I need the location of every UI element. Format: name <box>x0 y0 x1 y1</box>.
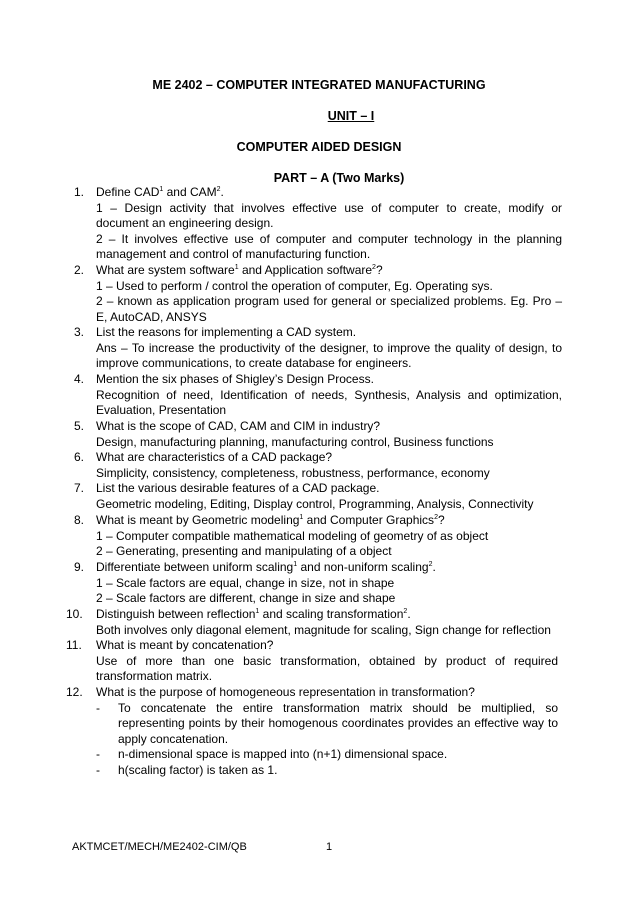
question-item <box>74 372 562 419</box>
bullet-text: n-dimensional space is mapped into (n+1) dimensional space. <box>118 747 448 762</box>
answer-line: 1 – Design activity that involves effective use of computer to create, modify or document an engineering design. <box>96 200 562 231</box>
answer-line: 2 – It involves effective use of computer and computer technology in the planning management and control of manufacturing function. <box>96 231 562 262</box>
question-text-part: List the reasons for implementing a CAD system. <box>96 325 357 339</box>
question-text-part: Mention the six phases of Shigley’s Design Process. <box>96 372 374 386</box>
question-item <box>74 513 562 560</box>
question-text <box>96 513 562 529</box>
question-text <box>96 325 562 341</box>
superscript-index: 2 <box>216 186 221 193</box>
question-text-part: What is meant by Geometric modeling <box>96 513 300 527</box>
question-text-part: . <box>220 185 224 199</box>
question-item <box>74 419 562 450</box>
question-text-part: What is meant by concatenation? <box>96 638 274 652</box>
question-text-part: What are characteristics of a CAD package? <box>96 450 333 464</box>
question-item <box>74 450 562 481</box>
question-number: 4. <box>74 372 85 386</box>
question-number: 5. <box>74 419 85 433</box>
page-number: 1 <box>326 841 333 853</box>
question-item <box>66 638 558 685</box>
question-text <box>96 185 562 201</box>
question-text-part: What is the purpose of homogeneous representation in transformation? <box>96 685 475 699</box>
answer-bullet <box>96 763 558 779</box>
answer-line: 1 – Scale factors are equal, change in size, not in shape <box>96 575 395 590</box>
superscript-index: 1 <box>234 264 239 271</box>
question-text-part: Distinguish between reflection <box>96 607 256 621</box>
question-number: 12. <box>66 685 83 699</box>
bullet-dash: - <box>96 700 100 715</box>
question-text <box>96 372 562 388</box>
answer-line: 2 – Scale factors are different, change in size and shape <box>96 591 396 606</box>
question-item <box>74 185 562 263</box>
question-text-part: ? <box>375 263 383 277</box>
question-text-part: Differentiate between uniform scaling <box>96 560 294 574</box>
question-text-part: Define CAD <box>96 185 160 199</box>
question-text <box>96 481 562 497</box>
answer-line: Use of more than one basic transformation, obtained by product of required transformation matrix. <box>96 653 558 684</box>
question-number: 3. <box>74 325 85 339</box>
question-text-part: and Application software <box>238 263 373 277</box>
question-text-part: What are system software <box>96 263 235 277</box>
question-number: 11. <box>66 638 82 652</box>
question-number: 6. <box>74 450 85 464</box>
question-item <box>74 560 562 607</box>
answer-line: 1 – Used to perform / control the operation of computer, Eg. Operating sys. <box>96 278 493 293</box>
answer-line: Design, manufacturing planning, manufacturing control, Business functions <box>96 434 494 449</box>
question-text <box>96 450 562 466</box>
bullet-text: To concatenate the entire transformation matrix should be multiplied, so representing points by their homogenous coordinates provides an effective way to apply concatenation. <box>118 700 558 746</box>
question-number: 7. <box>74 481 85 495</box>
part-heading: PART – A (Two Marks) <box>273 171 405 185</box>
answer-bullet <box>96 701 558 748</box>
superscript-index: 2 <box>428 561 433 568</box>
answer-line: 1 – Computer compatible mathematical modeling of geometry of as object <box>96 528 489 543</box>
answer-line: Recognition of need, Identification of needs, Synthesis, Analysis and optimization, Evaluation, Presentation <box>96 387 562 418</box>
answer-line: Simplicity, consistency, completeness, robustness, performance, economy <box>96 465 490 480</box>
answer-line: Both involves only diagonal element, magnitude for scaling, Sign change for reflection <box>96 622 551 637</box>
question-number: 8. <box>74 513 85 527</box>
question-text <box>96 638 558 654</box>
question-text-part: and Computer Graphics <box>303 513 435 527</box>
question-text <box>96 560 562 576</box>
answer-line: 2 – Generating, presenting and manipulating of a object <box>96 544 392 559</box>
question-text-part: and CAM <box>163 185 217 199</box>
question-text <box>96 263 562 279</box>
superscript-index: 1 <box>255 608 260 615</box>
question-item <box>66 685 558 779</box>
question-text-part: . <box>432 560 436 574</box>
superscript-index: 2 <box>403 608 408 615</box>
question-item <box>66 607 558 638</box>
question-number: 1. <box>74 185 85 199</box>
bullet-dash: - <box>96 747 100 762</box>
topic-heading: COMPUTER AIDED DESIGN <box>236 140 402 154</box>
answer-line: Ans – To increase the productivity of the designer, to improve the quality of design, to improve communications, to create database for engineers. <box>96 340 562 371</box>
question-text <box>96 685 558 701</box>
question-text-part: . <box>407 607 411 621</box>
superscript-index: 1 <box>293 561 298 568</box>
question-text-part: and scaling transformation <box>259 607 404 621</box>
superscript-index: 1 <box>299 514 304 521</box>
question-item <box>74 263 562 325</box>
question-text <box>96 419 562 435</box>
course-title: ME 2402 – COMPUTER INTEGRATED MANUFACTURING <box>152 78 486 92</box>
superscript-index: 2 <box>372 264 376 271</box>
bullet-text: h(scaling factor) is taken as 1. <box>118 762 278 777</box>
unit-heading: UNIT – I <box>327 109 375 123</box>
bullet-dash: - <box>96 762 100 777</box>
superscript-index: 1 <box>159 186 164 193</box>
answer-bullet <box>96 747 558 763</box>
answer-line: 2 – known as application program used for general or specialized problems. Eg. Pro – E, AutoCAD, ANSYS <box>96 294 562 324</box>
footer-code: AKTMCET/MECH/ME2402-CIM/QB <box>72 841 247 853</box>
question-text-part: ? <box>437 513 445 527</box>
question-text-part: List the various desirable features of a CAD package. <box>96 481 380 495</box>
question-item <box>74 325 562 372</box>
question-number: 10. <box>66 607 83 621</box>
question-text-part: What is the scope of CAD, CAM and CIM in industry? <box>96 419 381 433</box>
question-number: 2. <box>74 263 85 277</box>
question-item <box>74 481 562 512</box>
question-text <box>96 607 558 623</box>
question-text-part: and non-uniform scaling <box>297 560 429 574</box>
answer-line: Geometric modeling, Editing, Display control, Programming, Analysis, Connectivity <box>96 496 534 511</box>
superscript-index: 2 <box>434 514 438 521</box>
question-number: 9. <box>74 560 85 574</box>
